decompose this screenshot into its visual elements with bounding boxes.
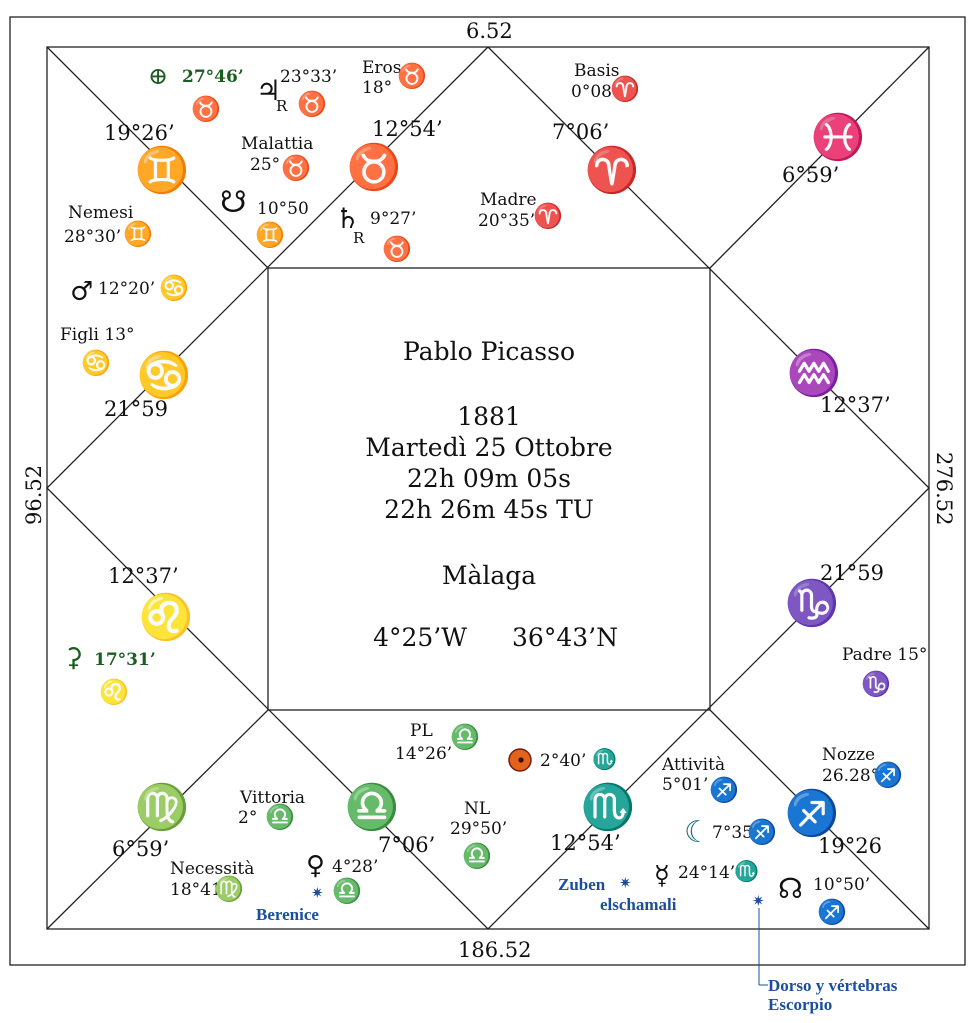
basis-degree: 0°08’ bbox=[571, 82, 618, 102]
star-icon: ✷ bbox=[619, 874, 632, 892]
star-icon: ✷ bbox=[752, 892, 765, 910]
nozze-label: Nozze bbox=[822, 745, 876, 765]
cusp-right: 276.52 bbox=[932, 452, 956, 526]
figli-label: Figli 13° bbox=[60, 325, 135, 345]
attivita-degree: 5°01’ bbox=[662, 775, 709, 795]
malattia-label: Malattia bbox=[241, 134, 314, 154]
jupiter-icon: ♃ bbox=[256, 74, 282, 107]
necessita-degree: 18°41 bbox=[170, 880, 222, 900]
saturn-icon: ♄ bbox=[335, 202, 361, 235]
pl-label: PL bbox=[410, 721, 433, 741]
madre-degree: 20°35’ bbox=[478, 211, 536, 231]
sign-aquarius-cusp: ♒ bbox=[786, 348, 842, 399]
madre-label: Madre bbox=[480, 190, 537, 210]
cusp-21-59-right: 21°59 bbox=[820, 561, 884, 585]
berenice-label: Berenice bbox=[256, 905, 319, 924]
cusp-12-37-left: 12°37’ bbox=[108, 564, 179, 588]
cusp-bottom: 186.52 bbox=[458, 938, 532, 962]
cusp-19-26-bottom: 19°26 bbox=[818, 834, 882, 858]
sign-taurus-cusp: ♉ bbox=[346, 142, 402, 193]
retrograde-mark: R bbox=[276, 97, 288, 115]
moon-degree: 7°35 bbox=[712, 823, 753, 843]
cancer-icon: ♋ bbox=[159, 274, 189, 302]
venus-icon: ♀ bbox=[306, 851, 326, 881]
attivita-label: Attività bbox=[662, 755, 726, 775]
sun-degree: 2°40’ bbox=[540, 751, 587, 771]
eros-degree: 18° bbox=[362, 78, 393, 98]
ceres-degree: 17°31’ bbox=[94, 650, 156, 670]
mercury-icon: ☿ bbox=[654, 861, 670, 891]
taurus-icon: ♉ bbox=[281, 154, 311, 182]
cusp-top: 6.52 bbox=[466, 19, 513, 43]
vittoria-label: Vittoria bbox=[240, 788, 306, 808]
mars-icon: ♂ bbox=[70, 277, 94, 307]
libra-icon: ♎ bbox=[462, 842, 492, 870]
cusp-7-06-top: 7°06’ bbox=[552, 120, 610, 144]
cusp-left: 96.52 bbox=[22, 464, 46, 525]
cusp-12-54-bottom: 12°54’ bbox=[550, 831, 621, 855]
birth-time-local: 22h 09m 05s bbox=[407, 464, 571, 493]
virgo-icon: ♍ bbox=[214, 875, 244, 903]
gemini-icon: ♊ bbox=[255, 221, 285, 249]
padre-label: Padre 15° bbox=[842, 645, 928, 665]
sign-virgo-cusp: ♍ bbox=[134, 782, 190, 833]
sagittarius-icon: ♐ bbox=[817, 898, 847, 926]
nozze-degree: 26.28° bbox=[822, 766, 880, 786]
north-node-icon: ☊ bbox=[778, 872, 803, 905]
scorpio-icon: ♏ bbox=[734, 859, 759, 883]
zuben-label-1: Zuben bbox=[558, 875, 606, 894]
mars-degree: 12°20’ bbox=[98, 279, 156, 299]
aries-icon: ♈ bbox=[533, 202, 563, 230]
malattia-degree: 25° bbox=[250, 155, 281, 175]
scorpio-icon: ♏ bbox=[592, 747, 617, 771]
libra-icon: ♎ bbox=[450, 723, 480, 751]
birth-date: Martedì 25 Ottobre bbox=[365, 433, 613, 462]
taurus-icon: ♉ bbox=[382, 235, 412, 263]
nl-label: NL bbox=[464, 799, 491, 819]
eros-label: Eros bbox=[362, 58, 402, 78]
sign-leo-cusp: ♌ bbox=[138, 592, 194, 643]
necessita-label: Necessità bbox=[170, 859, 255, 879]
latitude: 36°43’N bbox=[512, 623, 618, 652]
north-node-degree: 10°50’ bbox=[813, 875, 871, 895]
sign-aries-cusp: ♈ bbox=[584, 145, 640, 196]
leo-icon: ♌ bbox=[99, 678, 129, 706]
venus-degree: 4°28’ bbox=[332, 857, 379, 877]
zuben-label-2: elschamali bbox=[600, 895, 677, 914]
cusp-12-54-top: 12°54’ bbox=[372, 117, 443, 141]
cusp-7-06-bottom: 7°06’ bbox=[378, 833, 436, 857]
retrograde-mark: R bbox=[353, 229, 365, 247]
taurus-icon: ♉ bbox=[191, 95, 221, 123]
cusp-6-59-bottom: 6°59’ bbox=[112, 837, 170, 861]
capricorn-icon: ♑ bbox=[861, 670, 891, 698]
basis-label: Basis bbox=[574, 61, 620, 81]
birth-year: 1881 bbox=[457, 402, 521, 431]
vittoria-degree: 2° bbox=[238, 808, 258, 828]
sign-scorpio-cusp: ♏ bbox=[580, 782, 636, 833]
cancer-icon: ♋ bbox=[81, 349, 111, 377]
birth-time-ut: 22h 26m 45s TU bbox=[384, 495, 594, 524]
libra-icon: ♎ bbox=[332, 877, 362, 905]
sagittarius-icon: ♐ bbox=[709, 776, 739, 804]
earth-icon: ⊕ bbox=[148, 62, 169, 90]
moon-icon: ☾ bbox=[684, 815, 711, 850]
cusp-6-59-top: 6°59’ bbox=[782, 163, 840, 187]
dorso-label-2: Escorpio bbox=[768, 995, 833, 1014]
libra-icon: ♎ bbox=[265, 803, 295, 831]
star-icon: ✷ bbox=[311, 884, 324, 902]
cusp-12-37-right: 12°37’ bbox=[820, 393, 891, 417]
ceres-icon: ⚳ bbox=[64, 643, 84, 673]
earth-degree: 27°46’ bbox=[182, 67, 244, 87]
cusp-19-26-top: 19°26’ bbox=[104, 121, 175, 145]
native-name: Pablo Picasso bbox=[402, 337, 576, 366]
south-node-degree: 10°50 bbox=[257, 199, 309, 219]
jupiter-degree: 23°33’ bbox=[280, 67, 338, 87]
birth-place: Màlaga bbox=[441, 561, 537, 590]
saturn-degree: 9°27’ bbox=[370, 209, 417, 229]
gemini-icon: ♊ bbox=[123, 220, 153, 248]
nl-degree: 29°50’ bbox=[450, 819, 508, 839]
taurus-icon: ♉ bbox=[297, 90, 327, 118]
pl-degree: 14°26’ bbox=[395, 744, 453, 764]
nemesi-degree: 28°30’ bbox=[64, 227, 122, 247]
sign-gemini-cusp: ♊ bbox=[134, 145, 190, 196]
sign-sagittarius-cusp: ♐ bbox=[784, 788, 840, 839]
sun-dot bbox=[518, 757, 523, 762]
taurus-icon: ♉ bbox=[397, 62, 427, 90]
sign-capricorn-cusp: ♑ bbox=[784, 578, 840, 629]
aries-icon: ♈ bbox=[610, 75, 640, 103]
south-node-icon: ☋ bbox=[220, 185, 247, 220]
sign-pisces-cusp: ♓ bbox=[810, 112, 866, 163]
cusp-21-59-left: 21°59 bbox=[104, 397, 168, 421]
sign-cancer-cusp: ♋ bbox=[136, 350, 192, 401]
sagittarius-icon: ♐ bbox=[747, 818, 777, 846]
sagittarius-icon: ♐ bbox=[873, 761, 903, 789]
dorso-label-1: Dorso y vértebras bbox=[768, 976, 898, 995]
sign-libra-cusp: ♎ bbox=[344, 782, 400, 833]
longitude: 4°25’W bbox=[373, 623, 467, 652]
mercury-degree: 24°14’ bbox=[678, 863, 736, 883]
nemesi-label: Nemesi bbox=[68, 203, 134, 223]
